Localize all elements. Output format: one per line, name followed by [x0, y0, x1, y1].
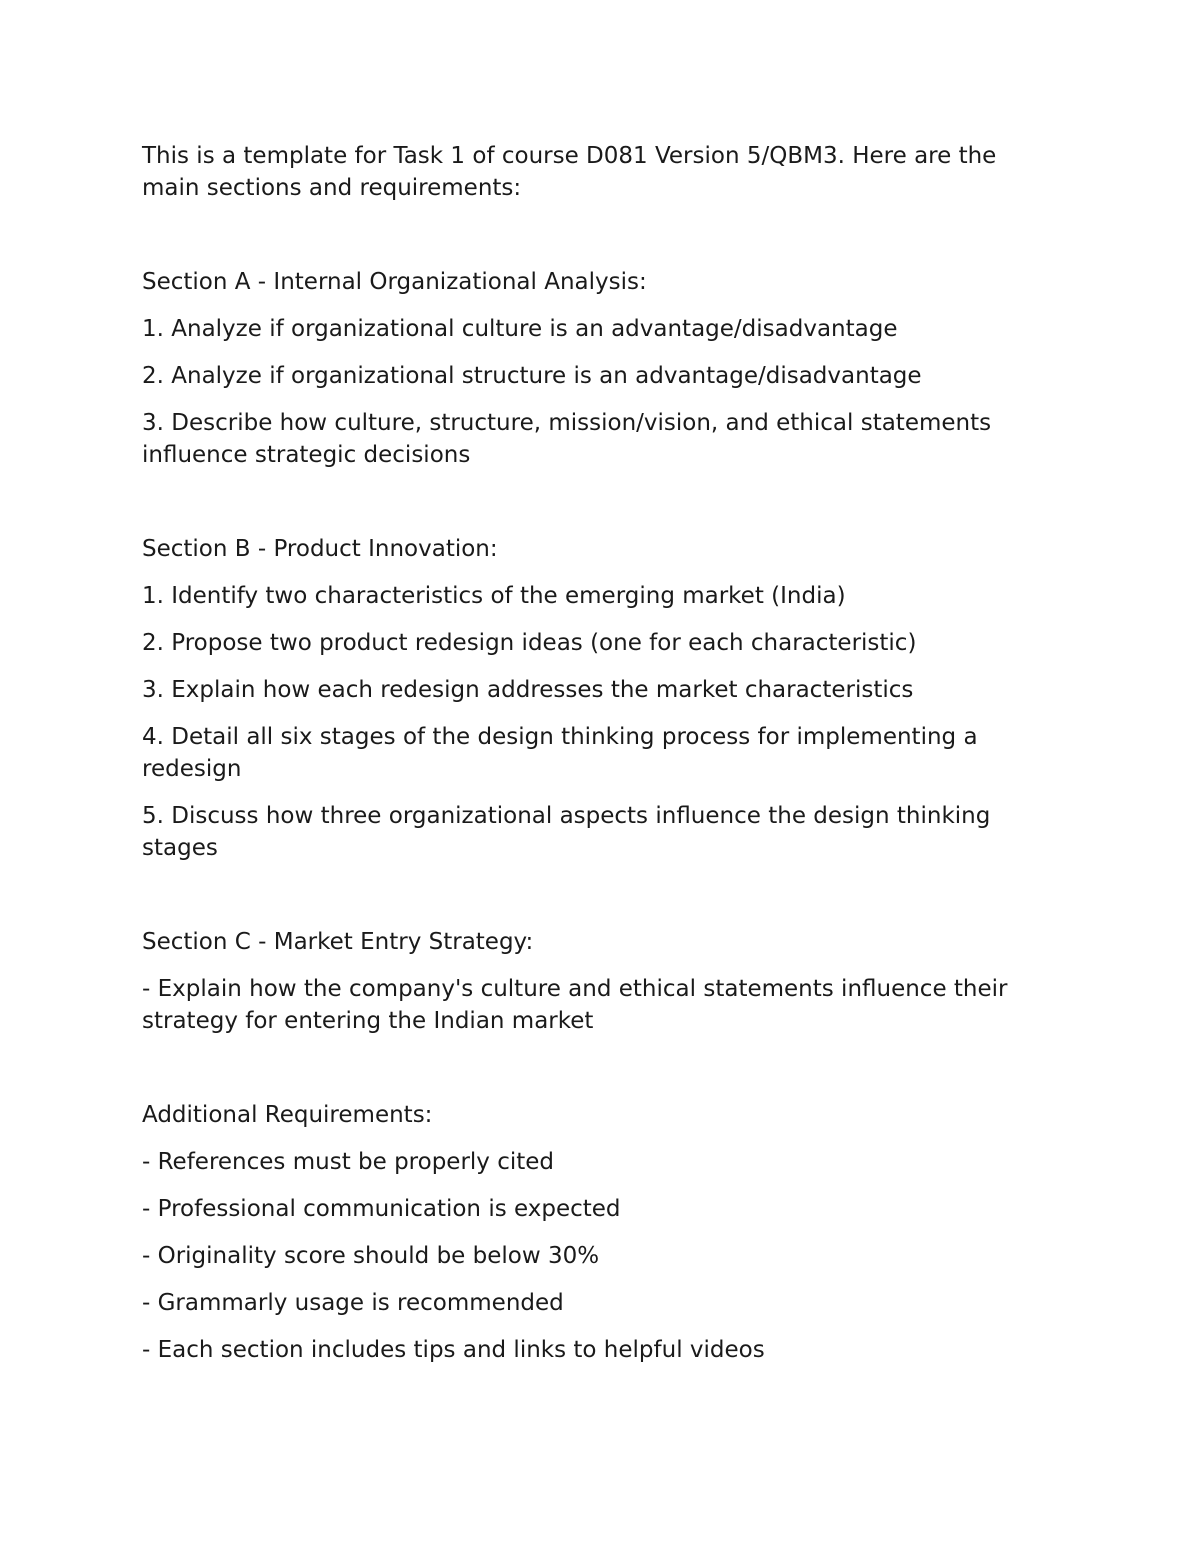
section-a-item-1: 1. Analyze if organizational culture is an advantage/disadvantage — [142, 316, 898, 342]
section-b-item-4: 4. Detail all six stages of the design thinking process for implementing a redesign — [142, 724, 978, 782]
section-a-item-2: 2. Analyze if organizational structure is an advantage/disadvantage — [142, 363, 922, 389]
section-b-heading: Section B - Product Innovation: — [142, 536, 498, 562]
intro-paragraph: This is a template for Task 1 of course D081 Version 5/QBM3. Here are the main sections and requirements: — [142, 143, 997, 201]
section-spacer — [142, 1052, 1042, 1099]
section-b-item-1: 1. Identify two characteristics of the emerging market (India) — [142, 583, 846, 609]
section-b — [142, 533, 1042, 864]
section-c — [142, 926, 1042, 1037]
section-a-item-3: 3. Describe how culture, structure, mission/vision, and ethical statements influence strategic decisions — [142, 410, 992, 468]
document-page — [142, 140, 1042, 1381]
additional-requirements-heading: Additional Requirements: — [142, 1102, 433, 1128]
section-b-item-5: 5. Discuss how three organizational aspects influence the design thinking stages — [142, 803, 991, 861]
requirement-item-3: - Originality score should be below 30% — [142, 1243, 600, 1269]
requirement-item-4: - Grammarly usage is recommended — [142, 1290, 564, 1316]
section-c-item-1: - Explain how the company's culture and ethical statements influence their strategy for entering the Indian market — [142, 976, 1008, 1034]
section-b-item-3: 3. Explain how each redesign addresses the market characteristics — [142, 677, 914, 703]
requirement-item-2: - Professional communication is expected — [142, 1196, 621, 1222]
section-a — [142, 266, 1042, 471]
section-spacer — [142, 879, 1042, 926]
section-a-heading: Section A - Internal Organizational Analysis: — [142, 269, 647, 295]
section-b-item-2: 2. Propose two product redesign ideas (one for each characteristic) — [142, 630, 917, 656]
section-c-heading: Section C - Market Entry Strategy: — [142, 929, 534, 955]
additional-requirements — [142, 1099, 1042, 1366]
requirement-item-1: - References must be properly cited — [142, 1149, 555, 1175]
section-spacer — [142, 486, 1042, 533]
requirement-item-5: - Each section includes tips and links to helpful videos — [142, 1337, 765, 1363]
